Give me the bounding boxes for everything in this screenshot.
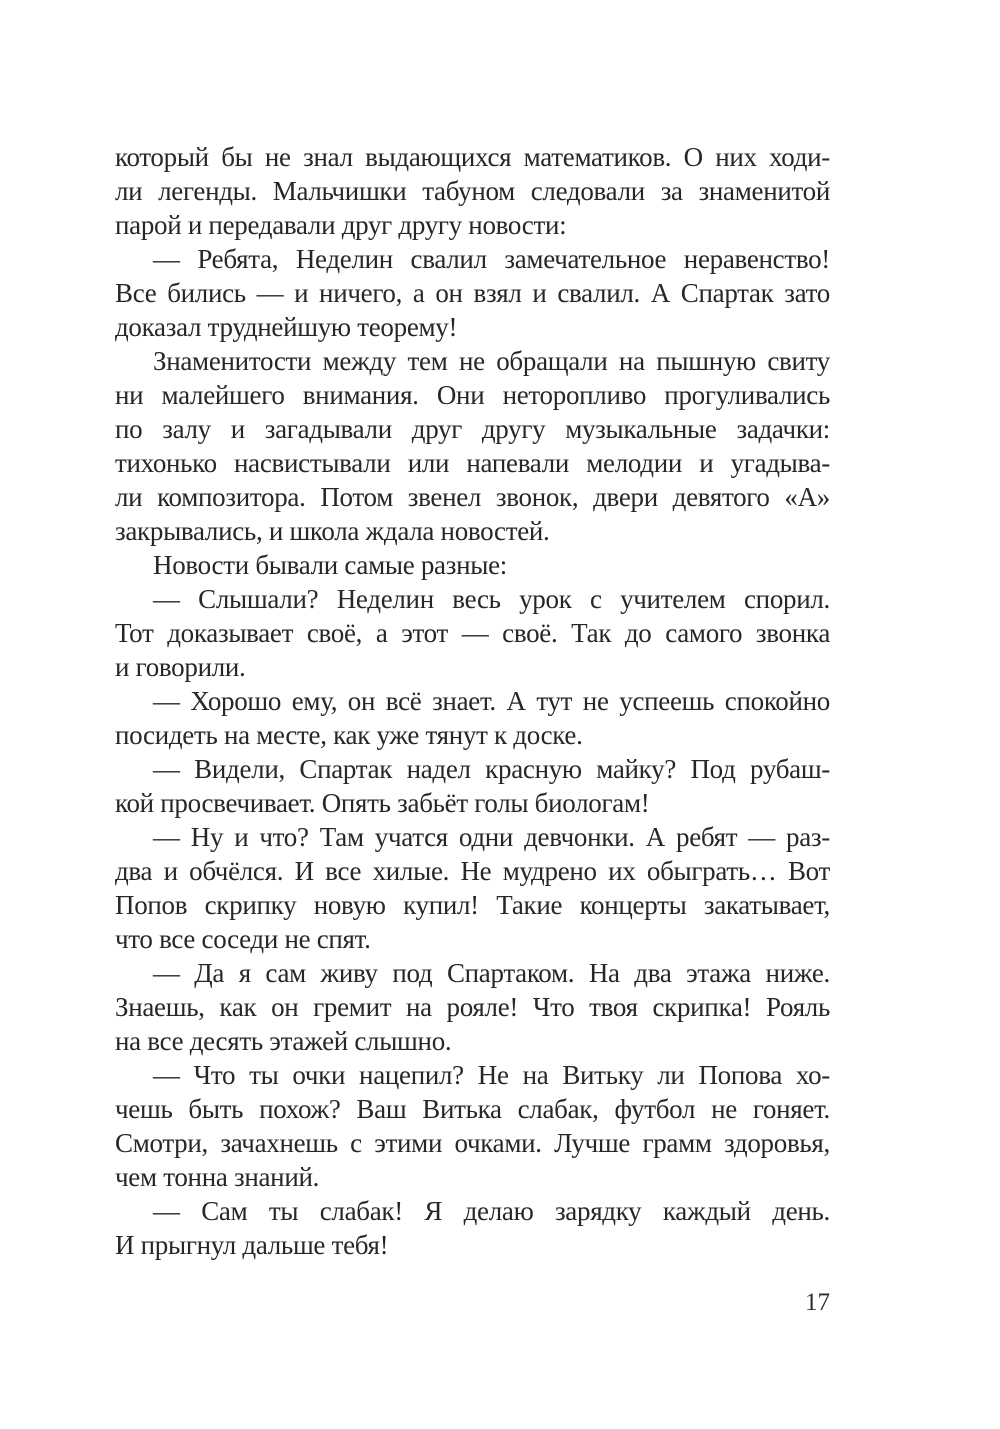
page-text bbox=[115, 140, 830, 1262]
text-line: закрывались, и школа ждала новостей. bbox=[115, 516, 550, 546]
text-line: И прыгнул дальше тебя! bbox=[115, 1230, 389, 1260]
text-line: — Сам ты слабак! Я делаю зарядку каждый день. bbox=[153, 1196, 830, 1226]
text-line: — Ну и что? Там учатся одни девчонки. А ребят — раз- bbox=[153, 822, 830, 852]
text-line: что все соседи не спят. bbox=[115, 924, 371, 954]
text-line: чешь быть похож? Ваш Витька слабак, футбол не гоняет. bbox=[115, 1094, 830, 1124]
paragraph bbox=[115, 548, 830, 582]
text-line: Смотри, зачахнешь с этими очками. Лучше грамм здоровья, bbox=[115, 1128, 830, 1158]
text-line: — Ребята, Неделин свалил замечательное неравенство! bbox=[153, 244, 830, 274]
paragraph bbox=[115, 140, 830, 242]
text-line: — Хорошо ему, он всё знает. А тут не успеешь спокойно bbox=[153, 686, 830, 716]
text-line: посидеть на месте, как уже тянут к доске. bbox=[115, 720, 583, 750]
text-line: — Слышали? Неделин весь урок с учителем спорил. bbox=[153, 584, 830, 614]
text-line: Знаешь, как он гремит на рояле! Что твоя скрипка! Рояль bbox=[115, 992, 830, 1022]
paragraph bbox=[115, 582, 830, 684]
paragraph bbox=[115, 752, 830, 820]
paragraph bbox=[115, 684, 830, 752]
text-line: ли легенды. Мальчишки табуном следовали за знаменитой bbox=[115, 176, 830, 206]
text-line: Знаменитости между тем не обращали на пышную свиту bbox=[153, 346, 830, 376]
text-line: Все бились — и ничего, а он взял и свалил. А Спартак зато bbox=[115, 278, 830, 308]
text-line: Новости бывали самые разные: bbox=[153, 550, 507, 580]
text-line: — Видели, Спартак надел красную майку? Под рубаш- bbox=[153, 754, 830, 784]
text-line: доказал труднейшую теорему! bbox=[115, 312, 458, 342]
paragraph bbox=[115, 820, 830, 956]
paragraph bbox=[115, 1194, 830, 1262]
paragraph bbox=[115, 344, 830, 548]
text-line: по залу и загадывали друг другу музыкальные задачки: bbox=[115, 414, 830, 444]
text-line: Тот доказывает своё, а этот — своё. Так до самого звонка bbox=[115, 618, 830, 648]
text-line: чем тонна знаний. bbox=[115, 1162, 320, 1192]
page-number: 17 bbox=[805, 1289, 830, 1316]
text-line: который бы не знал выдающихся математиков. О них ходи- bbox=[115, 142, 830, 172]
text-line: ли композитора. Потом звенел звонок, двери девятого «А» bbox=[115, 482, 830, 512]
paragraph bbox=[115, 1058, 830, 1194]
text-line: — Да я сам живу под Спартаком. На два этажа ниже. bbox=[153, 958, 830, 988]
text-line: на все десять этажей слышно. bbox=[115, 1026, 452, 1056]
paragraph bbox=[115, 242, 830, 344]
text-line: тихонько насвистывали или напевали мелодии и угадыва- bbox=[115, 448, 830, 478]
text-line: и говорили. bbox=[115, 652, 246, 682]
paragraph bbox=[115, 956, 830, 1058]
text-line: два и обчёлся. И все хилые. Не мудрено их обыграть… Вот bbox=[115, 856, 830, 886]
text-line: Попов скрипку новую купил! Такие концерты закатывает, bbox=[115, 890, 830, 920]
text-line: парой и передавали друг другу новости: bbox=[115, 210, 567, 240]
text-line: ни малейшего внимания. Они неторопливо прогуливались bbox=[115, 380, 830, 410]
text-line: кой просвечивает. Опять забьёт голы биологам! bbox=[115, 788, 650, 818]
text-line: — Что ты очки нацепил? Не на Витьку ли Попова хо- bbox=[153, 1060, 830, 1090]
